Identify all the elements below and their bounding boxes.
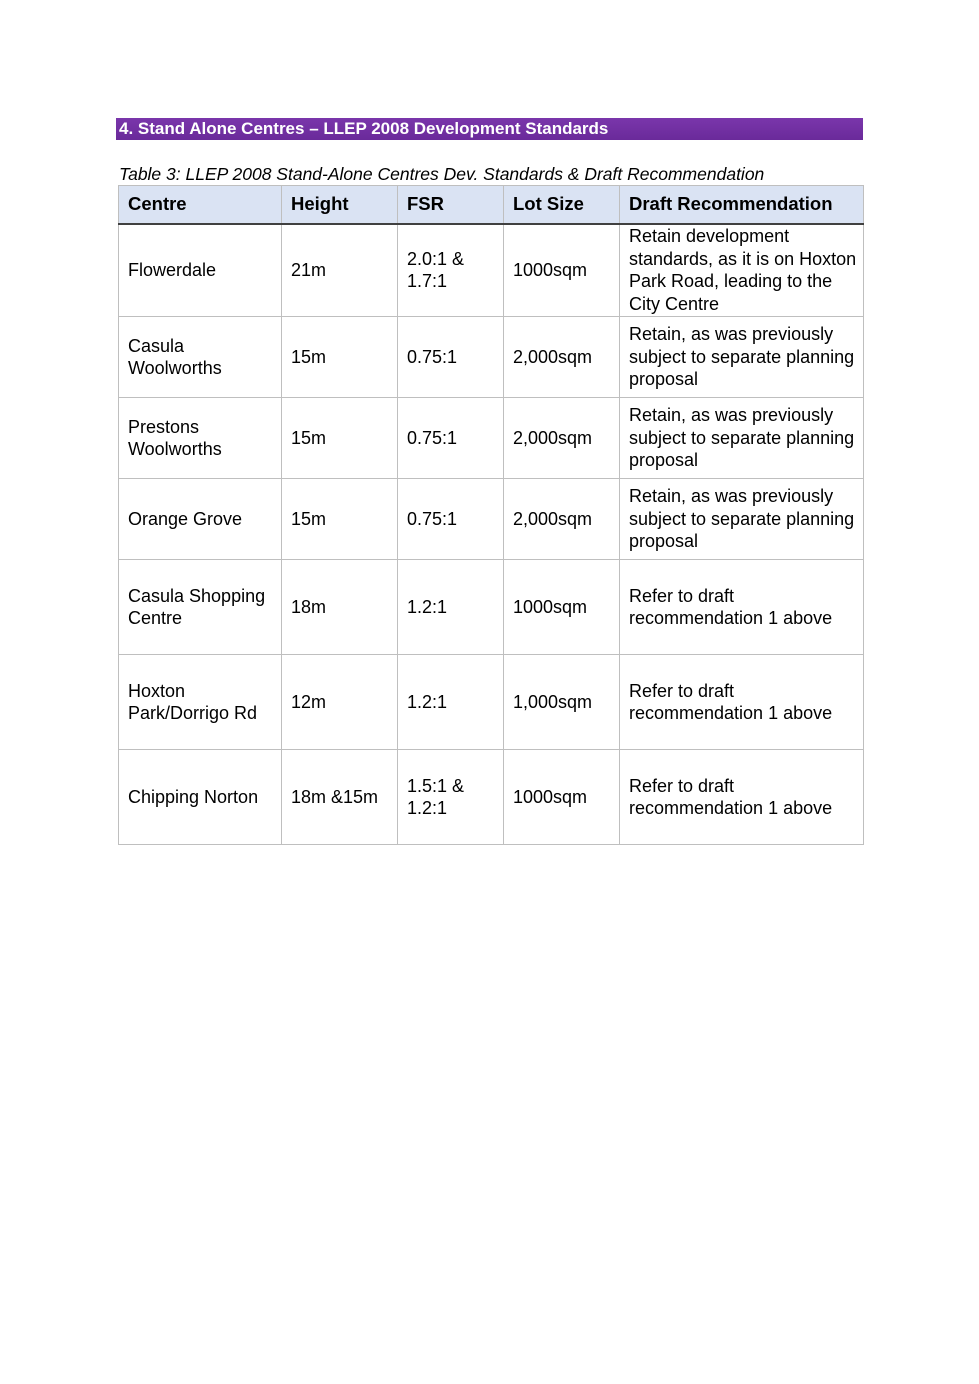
column-header-draft-recommendation: Draft Recommendation	[620, 186, 864, 224]
column-header-fsr: FSR	[398, 186, 504, 224]
column-header-lot-size: Lot Size	[504, 186, 620, 224]
cell-lot-size: 1,000sqm	[504, 655, 620, 750]
cell-height: 12m	[282, 655, 398, 750]
cell-lot-size: 2,000sqm	[504, 398, 620, 479]
cell-centre: Casula Woolworths	[119, 317, 282, 398]
table-caption: Table 3: LLEP 2008 Stand-Alone Centres Dev. Standards & Draft Recommendation	[119, 164, 765, 184]
cell-draft-recommendation: Refer to draft recommendation 1 above	[620, 655, 864, 750]
cell-centre: Casula Shopping Centre	[119, 560, 282, 655]
cell-height: 15m	[282, 398, 398, 479]
cell-draft-recommendation: Retain, as was previously subject to separate planning proposal	[620, 398, 864, 479]
cell-draft-recommendation: Retain development standards, as it is on Hoxton Park Road, leading to the City Centre	[620, 224, 864, 317]
cell-fsr: 0.75:1	[398, 479, 504, 560]
cell-fsr: 1.2:1	[398, 560, 504, 655]
cell-centre: Flowerdale	[119, 224, 282, 317]
cell-lot-size: 1000sqm	[504, 560, 620, 655]
column-header-height: Height	[282, 186, 398, 224]
cell-height: 21m	[282, 224, 398, 317]
cell-height: 18m	[282, 560, 398, 655]
table-row	[119, 655, 864, 750]
table-row	[119, 750, 864, 845]
table-row	[119, 398, 864, 479]
table-header-row	[119, 186, 864, 224]
cell-height: 15m	[282, 317, 398, 398]
cell-fsr: 1.5:1 & 1.2:1	[398, 750, 504, 845]
cell-height: 18m &15m	[282, 750, 398, 845]
cell-draft-recommendation: Retain, as was previously subject to separate planning proposal	[620, 317, 864, 398]
table-row	[119, 560, 864, 655]
cell-centre: Orange Grove	[119, 479, 282, 560]
cell-fsr: 1.2:1	[398, 655, 504, 750]
cell-centre: Chipping Norton	[119, 750, 282, 845]
cell-draft-recommendation: Refer to draft recommendation 1 above	[620, 560, 864, 655]
cell-fsr: 2.0:1 & 1.7:1	[398, 224, 504, 317]
cell-lot-size: 2,000sqm	[504, 479, 620, 560]
table-row	[119, 317, 864, 398]
table-row	[119, 224, 864, 317]
cell-height: 15m	[282, 479, 398, 560]
cell-fsr: 0.75:1	[398, 317, 504, 398]
cell-centre: Prestons Woolworths	[119, 398, 282, 479]
development-standards-table	[118, 185, 864, 845]
section-heading: 4. Stand Alone Centres – LLEP 2008 Development Standards	[116, 118, 863, 140]
cell-draft-recommendation: Retain, as was previously subject to separate planning proposal	[620, 479, 864, 560]
cell-draft-recommendation: Refer to draft recommendation 1 above	[620, 750, 864, 845]
cell-lot-size: 2,000sqm	[504, 317, 620, 398]
cell-lot-size: 1000sqm	[504, 224, 620, 317]
cell-centre: Hoxton Park/Dorrigo Rd	[119, 655, 282, 750]
table-row	[119, 479, 864, 560]
cell-lot-size: 1000sqm	[504, 750, 620, 845]
column-header-centre: Centre	[119, 186, 282, 224]
cell-fsr: 0.75:1	[398, 398, 504, 479]
